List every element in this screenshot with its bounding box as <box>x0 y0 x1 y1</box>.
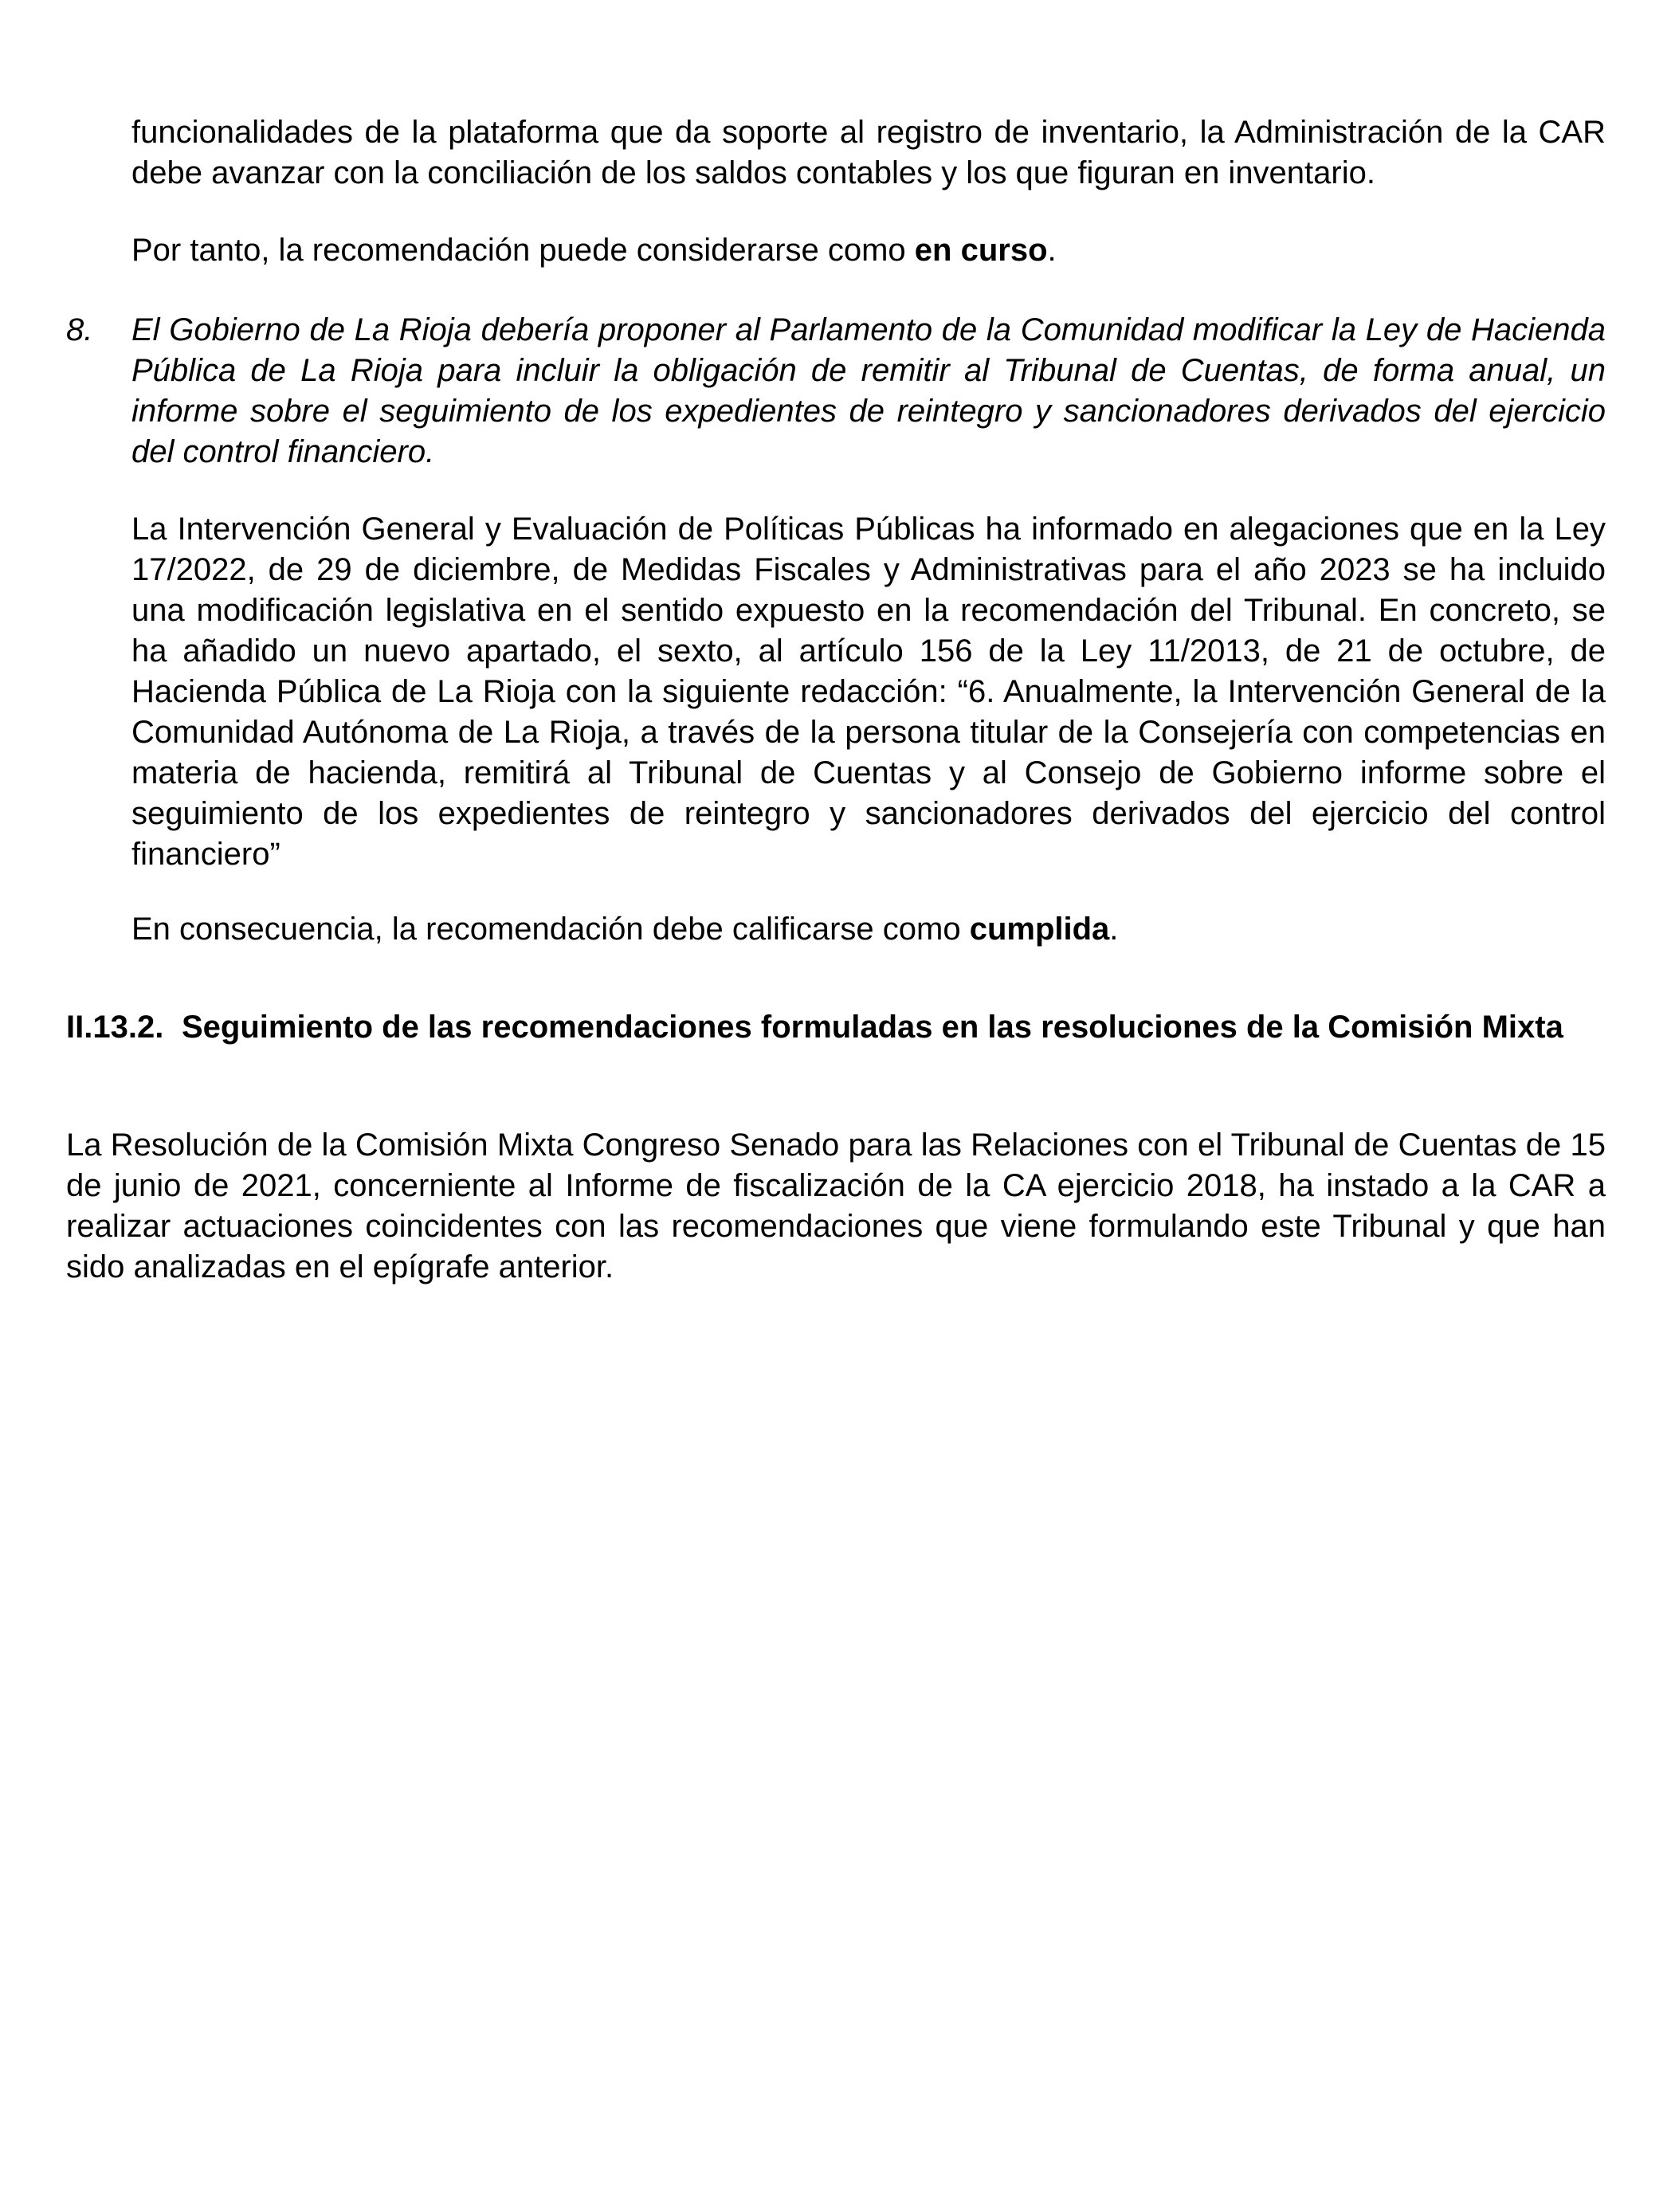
fulfilled-text: En consecuencia, la recomendación debe calificarse como <box>131 912 970 947</box>
paragraph-status-fulfilled <box>131 909 1606 950</box>
fulfilled-bold-cumplida: cumplida <box>969 912 1110 947</box>
status-bold-en-curso: en curso <box>914 233 1048 268</box>
paragraph-status-in-progress <box>131 230 1606 271</box>
recommendation-text: El Gobierno de La Rioja debería proponer al Parlamento de la Comunidad modificar la Ley de Hacienda Pública de La Rioja para incluir la obligación de remitir al Tribunal de Cuentas, de forma anual, un informe sobre el seguimiento de los expedientes de reintegro y sancionadores derivados del ejercicio del control financiero. <box>131 312 1606 469</box>
fulfilled-period: . <box>1109 912 1119 947</box>
status-period: . <box>1047 233 1057 268</box>
paragraph-comision-mixta: La Resolución de la Comisión Mixta Congreso Senado para las Relaciones con el Tribunal de Cuentas de 15 de junio de 2021, concerniente al Informe de fiscalización de la CA ejercicio 2018, ha instado a la CAR a realizar actuaciones coincidentes con las recomendaciones que viene formulando este Tribunal y que han sido analizadas en el epígrafe anterior. <box>66 1128 1606 1284</box>
status-text: Por tanto, la recomendación puede considerarse como <box>131 233 915 268</box>
section-title: Seguimiento de las recomendaciones formuladas en las resoluciones de la Comisión Mixta <box>182 1010 1563 1045</box>
paragraph-intervencion-general: La Intervención General y Evaluación de Políticas Públicas ha informado en alegaciones que en la Ley 17/2022, de 29 de diciembre, de Medidas Fiscales y Administrativas para el año 2023 se ha incluido una modificación legislativa en el sentido expuesto en la recomendación del Tribunal. En concreto, se ha añadido un nuevo apartado, el sexto, al artículo 156 de la Ley 11/2013, de 21 de octubre, de Hacienda Pública de La Rioja con la siguiente redacción: “6. Anualmente, la Intervención General de la Comunidad Autónoma de La Rioja, a través de la persona titular de la Consejería con competencias en materia de hacienda, remitirá al Tribunal de Cuentas y al Consejo de Gobierno informe sobre el seguimiento de los expedientes de reintegro y sancionadores derivados del ejercicio del control financiero” <box>131 512 1606 872</box>
paragraph-inventory-conciliation: funcionalidades de la plataforma que da soporte al registro de inventario, la Administración de la CAR debe avanzar con la conciliación de los saldos contables y los que figuran en inventario. <box>131 115 1606 190</box>
section-number: II.13.2. <box>66 1010 164 1045</box>
recommendation-number: 8. <box>66 312 93 347</box>
